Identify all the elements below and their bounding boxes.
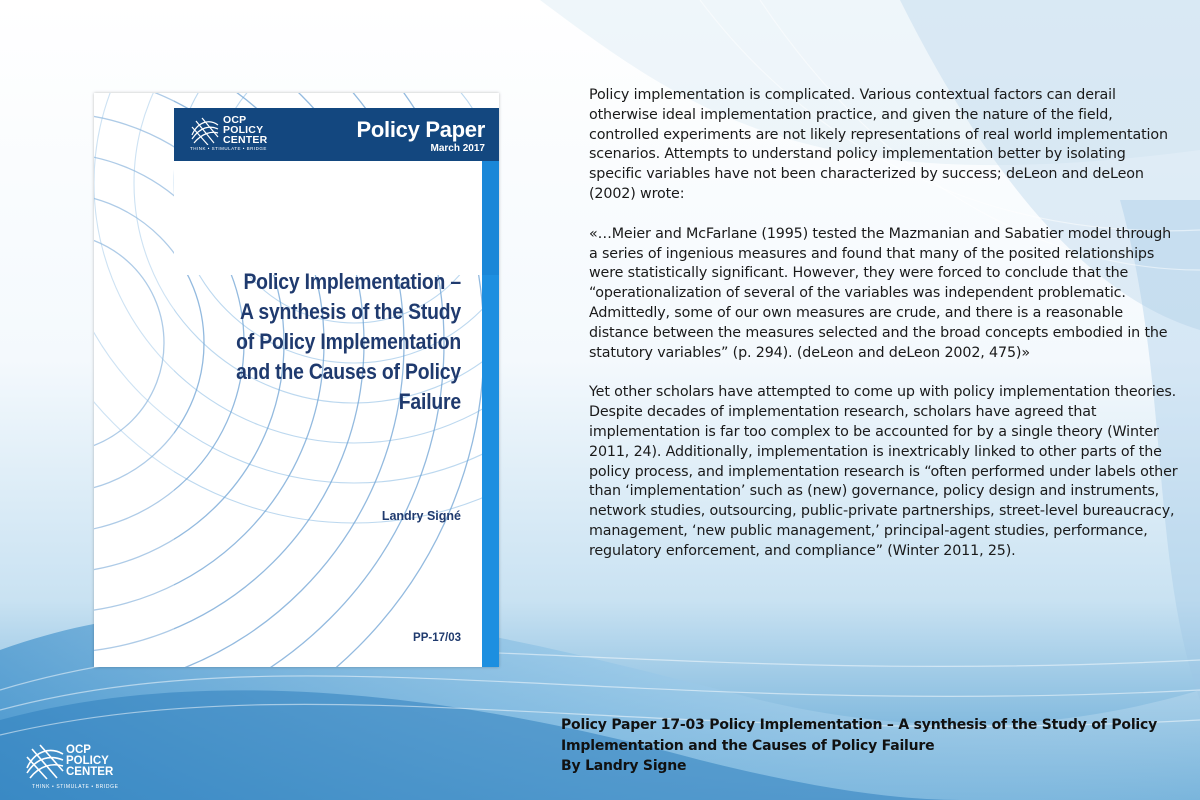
article-quote: «…Meier and McFarlane (1995) tested the Mazmanian and Sabatier model through a series of ingenious measures and found that many of the posited relationships were statistically significant. However, they were forced to conclude that the “operationalization of several of the variables was independent problematic. Admittedly, some of our own measures are crude, and there is a reasonable distance between the measures selected and the broad concepts embodied in the statutory variables” (p. 294). (deLeon and deLeon 2002, 475)» xyxy=(589,225,1172,361)
cover-logo-tagline: THINK • STIMULATE • BRIDGE xyxy=(190,146,267,151)
article-body xyxy=(589,86,1179,582)
report-cover[interactable] xyxy=(94,93,499,667)
article-paragraph: Yet other scholars have attempted to come up with policy implementation theories. Despite decades of implementation research, scholars have agreed that implementation is far too complex to be accounted for by a single theory (Winter 2011, 24). Additionally, implementation is inextricably linked to other parts of the policy process, and implementation research is “often performed under labels other than ‘implementation’ such as (new) governance, policy design and instruments, network studies, outsourcing, public-private partnerships, street-level bureaucracy, management, ‘new public management,’ principal-agent studies, performance, regulatory enforcement, and compliance” (Winter 2011, 25). xyxy=(589,384,1178,559)
corner-logo-wordmark: OCP POLICY CENTER xyxy=(66,744,114,778)
cover-author: Landry Signé xyxy=(381,509,461,523)
paper-caption[interactable] xyxy=(561,715,1181,777)
cover-white-panel xyxy=(174,161,482,275)
cover-series-title: Policy Paper xyxy=(356,117,485,142)
cover-paper-code: PP-17/03 xyxy=(413,632,461,644)
caption-line: Implementation and the Causes of Policy Failure xyxy=(561,737,935,754)
cover-ocp-logo xyxy=(190,113,280,157)
cover-side-bar xyxy=(482,275,499,667)
globe-icon xyxy=(25,742,65,780)
corner-logo-tagline: THINK • STIMULATE • BRIDGE xyxy=(32,784,119,790)
caption-line: Policy Paper 17-03 Policy Implementation – A synthesis of the Study of Policy xyxy=(561,717,1158,733)
globe-icon xyxy=(190,115,220,145)
cover-logo-wordmark: OCP POLICY CENTER xyxy=(223,114,268,146)
cover-main-title: Policy Implementation – A synthesis of the Study of Policy Implementation and the Causes of Policy Failure xyxy=(236,269,461,414)
article-paragraph: Policy implementation is complicated. Various contextual factors can derail otherwise ideal implementation practice, and given the nature of the field, controlled experiments are not likely representations of real world implementation scenarios. Attempts to understand policy implementation better by isolating specific variables have not been characterized by success; deLeon and deLeon (2002) wrote: xyxy=(589,87,1168,202)
caption-byline: By Landry Signe xyxy=(561,758,687,774)
ocp-policy-center-logo[interactable] xyxy=(25,742,125,792)
cover-date: March 2017 xyxy=(430,143,485,154)
